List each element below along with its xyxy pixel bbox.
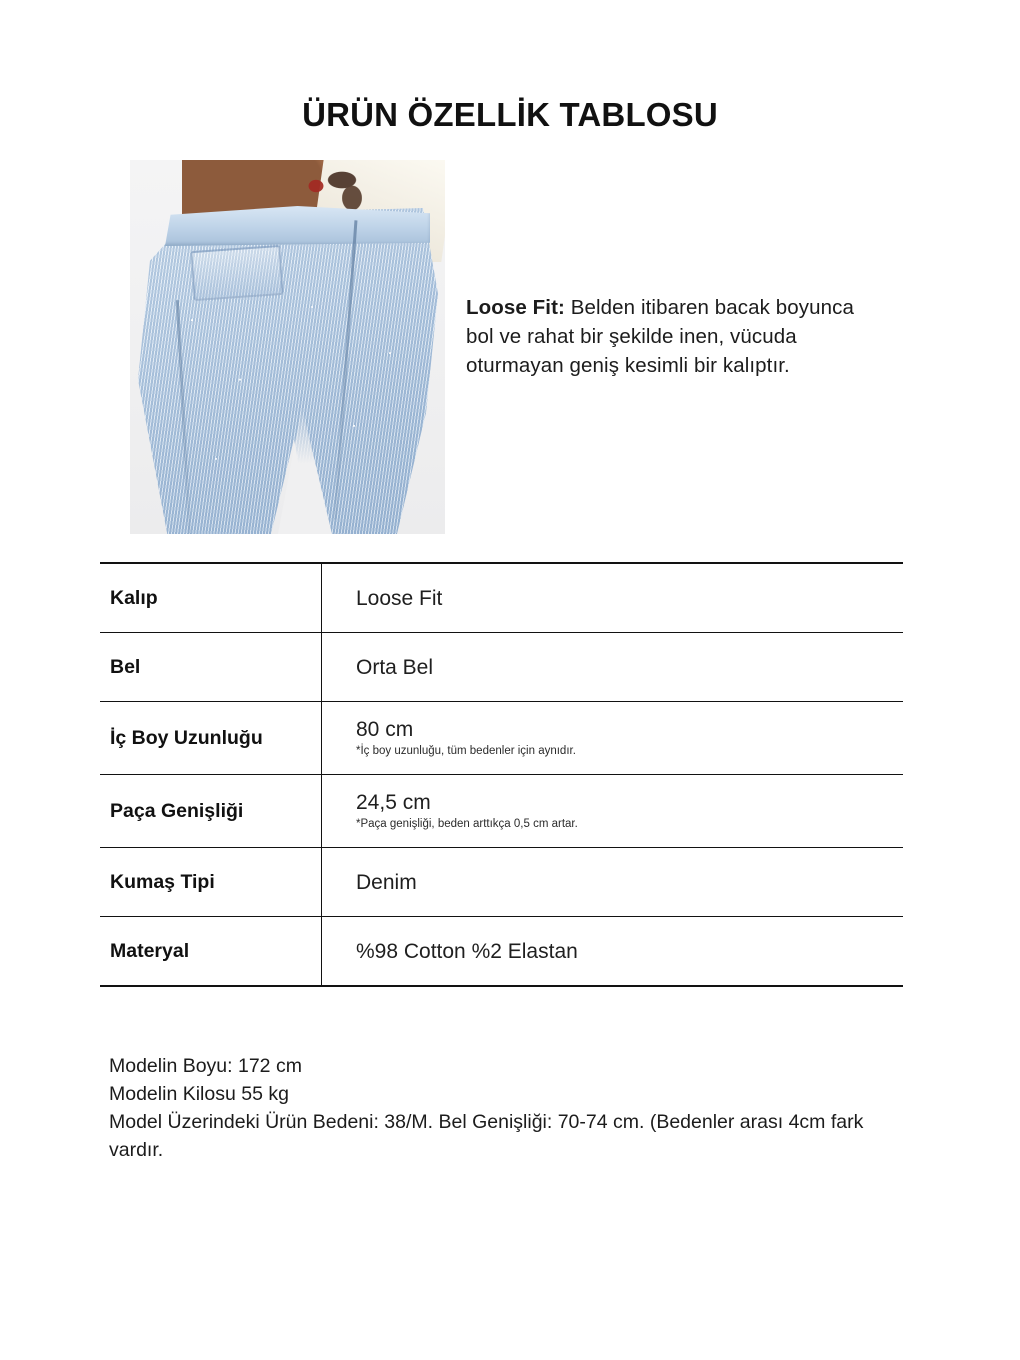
spec-label-5: Materyal	[110, 939, 190, 962]
table-row	[100, 917, 903, 987]
spec-label-cell	[100, 702, 322, 775]
jeans-back-pocket	[190, 245, 283, 301]
spec-label-2: İç Boy Uzunluğu	[110, 726, 263, 749]
table-row	[100, 848, 903, 917]
spec-value-2: 80 cm	[356, 718, 414, 741]
product-photo-jeans	[130, 160, 445, 534]
spec-value-cell	[322, 848, 904, 917]
spec-label-cell	[100, 775, 322, 848]
spec-value-3: 24,5 cm	[356, 791, 431, 814]
spec-value-cell	[322, 775, 904, 848]
spec-value-cell	[322, 917, 904, 987]
spec-label-cell	[100, 917, 322, 987]
spec-value-cell	[322, 633, 904, 702]
spec-value-wrap-3	[356, 775, 903, 847]
fit-description-lead: Loose Fit:	[466, 296, 565, 319]
spec-value-1: Orta Bel	[356, 655, 434, 679]
table-row	[100, 633, 903, 702]
spec-value-cell	[322, 563, 904, 633]
spec-label-cell	[100, 633, 322, 702]
spec-value-cell	[322, 702, 904, 775]
spec-label-3: Paça Genişliği	[110, 799, 244, 822]
tattoo-detail	[298, 164, 370, 210]
fit-description	[466, 293, 866, 380]
spec-label-0: Kalıp	[110, 586, 158, 609]
table-row	[100, 702, 903, 775]
fit-description-body: Belden itibaren bacak boyunca bol ve rahat bir şekilde inen, vücuda oturmayan geniş kesimli bir kalıptır.	[466, 296, 854, 377]
spec-value-0: Loose Fit	[356, 586, 443, 610]
spec-value-wrap-5	[356, 917, 903, 985]
spec-label-cell	[100, 563, 322, 633]
spec-value-5: %98 Cotton %2 Elastan	[356, 939, 578, 963]
spec-value-wrap-4	[356, 848, 903, 916]
model-info-block	[109, 1052, 899, 1164]
spec-label-cell	[100, 848, 322, 917]
spec-note-2: *İç boy uzunluğu, tüm bedenler için aynıdır.	[356, 745, 576, 757]
spec-label-1: Bel	[110, 655, 141, 678]
model-height-line: Modelin Boyu: 172 cm	[109, 1055, 302, 1077]
spec-note-3: *Paça genişliği, beden arttıkça 0,5 cm artar.	[356, 818, 578, 830]
spec-value-wrap-1	[356, 633, 903, 701]
model-weight-line: Modelin Kilosu 55 kg	[109, 1083, 289, 1105]
page-title: ÜRÜN ÖZELLİK TABLOSU	[302, 96, 718, 133]
product-spec-table	[100, 562, 903, 987]
model-size-line: Model Üzerindeki Ürün Bedeni: 38/M. Bel Genişliği: 70-74 cm. (Bedenler arası 4cm fark vardır.	[109, 1111, 864, 1161]
spec-value-wrap-2	[356, 702, 903, 774]
spec-value-4: Denim	[356, 870, 417, 894]
spec-value-wrap-0	[356, 564, 903, 632]
spec-label-4: Kumaş Tipi	[110, 870, 215, 893]
table-row	[100, 775, 903, 848]
table-row	[100, 563, 903, 633]
